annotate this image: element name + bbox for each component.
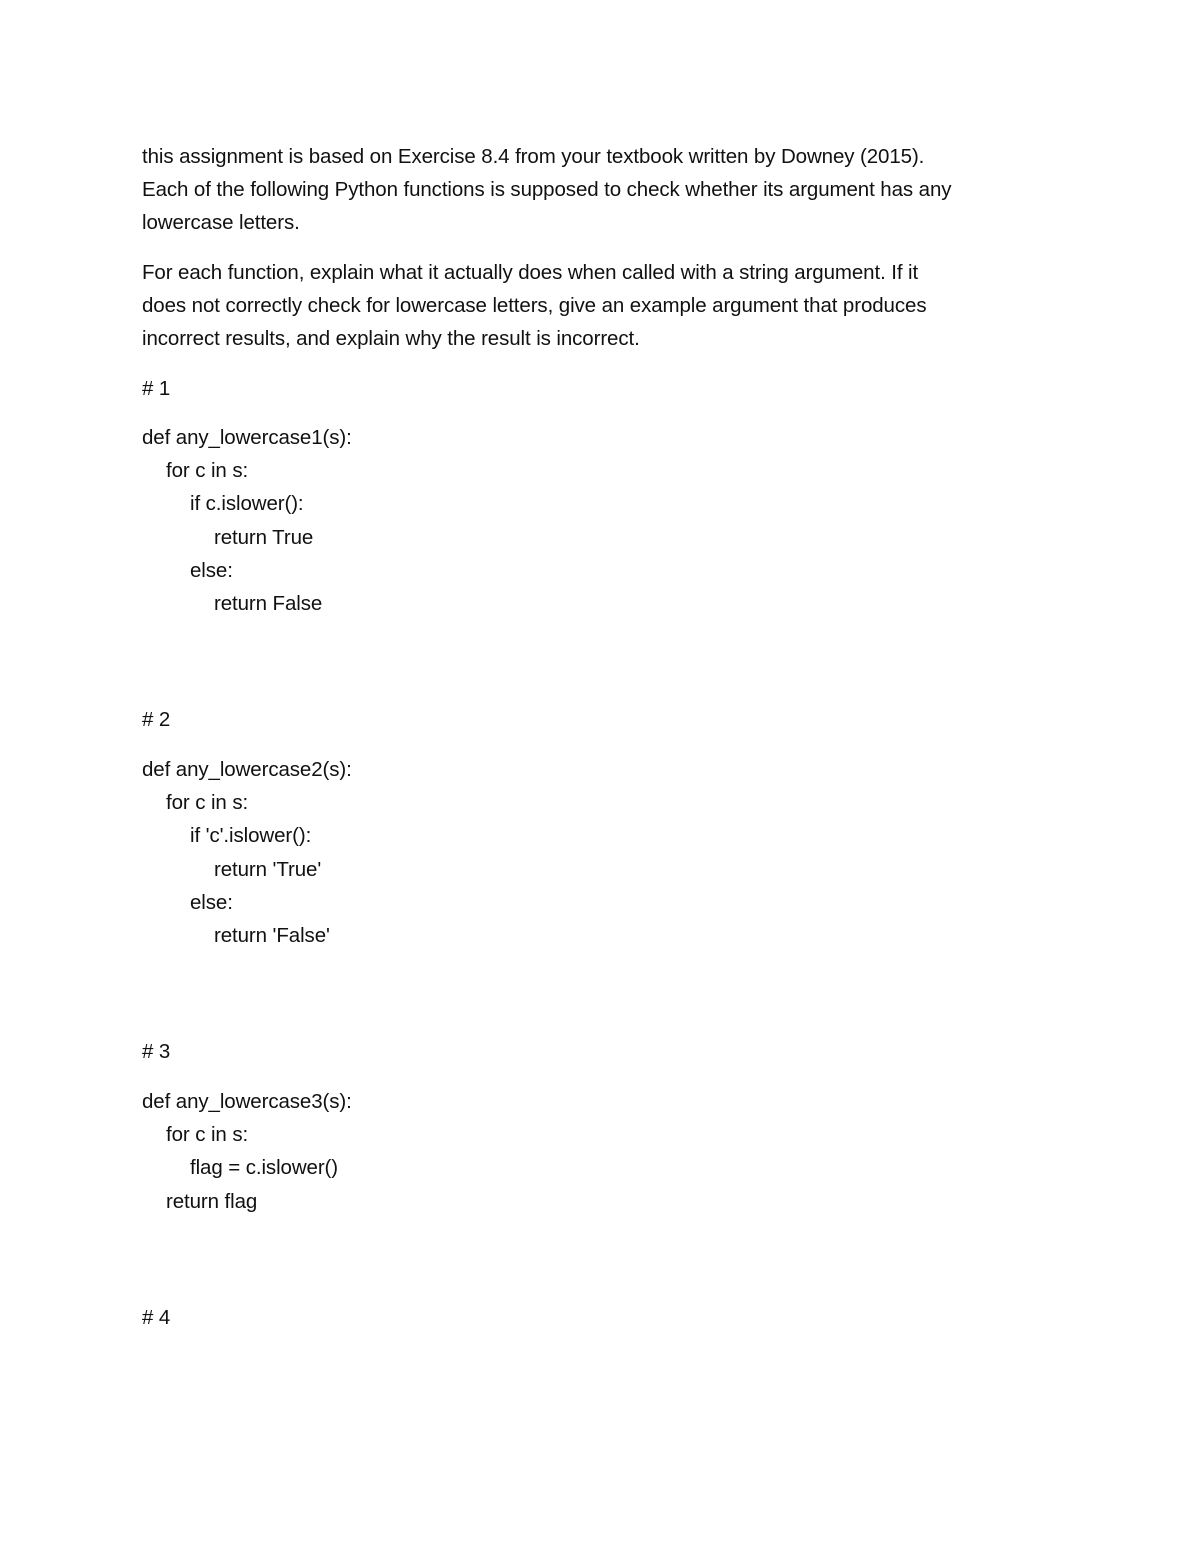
intro-line-3: lowercase letters.: [142, 211, 300, 234]
instructions-line-3: incorrect results, and explain why the result is incorrect.: [142, 327, 640, 350]
function-2-code-line: if 'c'.islower():: [190, 824, 312, 847]
instructions-line-2: does not correctly check for lowercase letters, give an example argument that produces: [142, 294, 927, 317]
function-1-code-line: else:: [190, 559, 233, 582]
intro-line-1: this assignment is based on Exercise 8.4 from your textbook written by Downey (2015).: [142, 145, 925, 168]
function-3-code-line: for c in s:: [166, 1123, 249, 1146]
function-2-code-line: else:: [190, 891, 233, 914]
function-3-code-line: def any_lowercase3(s):: [142, 1090, 352, 1113]
function-2-code-line: def any_lowercase2(s):: [142, 758, 352, 781]
function-2-code-line: return 'False': [214, 924, 330, 947]
function-2-heading: # 2: [142, 708, 171, 731]
function-1-code-line: for c in s:: [166, 459, 249, 482]
function-2-code-line: for c in s:: [166, 791, 249, 814]
function-3-code-line: return flag: [166, 1190, 258, 1213]
function-1-code-line: return False: [214, 592, 323, 615]
function-1-code-line: def any_lowercase1(s):: [142, 426, 352, 449]
function-3-code-line: flag = c.islower(): [190, 1156, 339, 1179]
function-1-code-line: return True: [214, 526, 314, 549]
function-1-heading: # 1: [142, 377, 171, 400]
function-4-heading: # 4: [142, 1306, 171, 1329]
function-2-code-line: return 'True': [214, 858, 322, 881]
function-3-heading: # 3: [142, 1040, 171, 1063]
function-1-code-line: if c.islower():: [190, 492, 304, 515]
intro-line-2: Each of the following Python functions is supposed to check whether its argument has any: [142, 178, 952, 201]
instructions-line-1: For each function, explain what it actually does when called with a string argument. If it: [142, 261, 919, 284]
